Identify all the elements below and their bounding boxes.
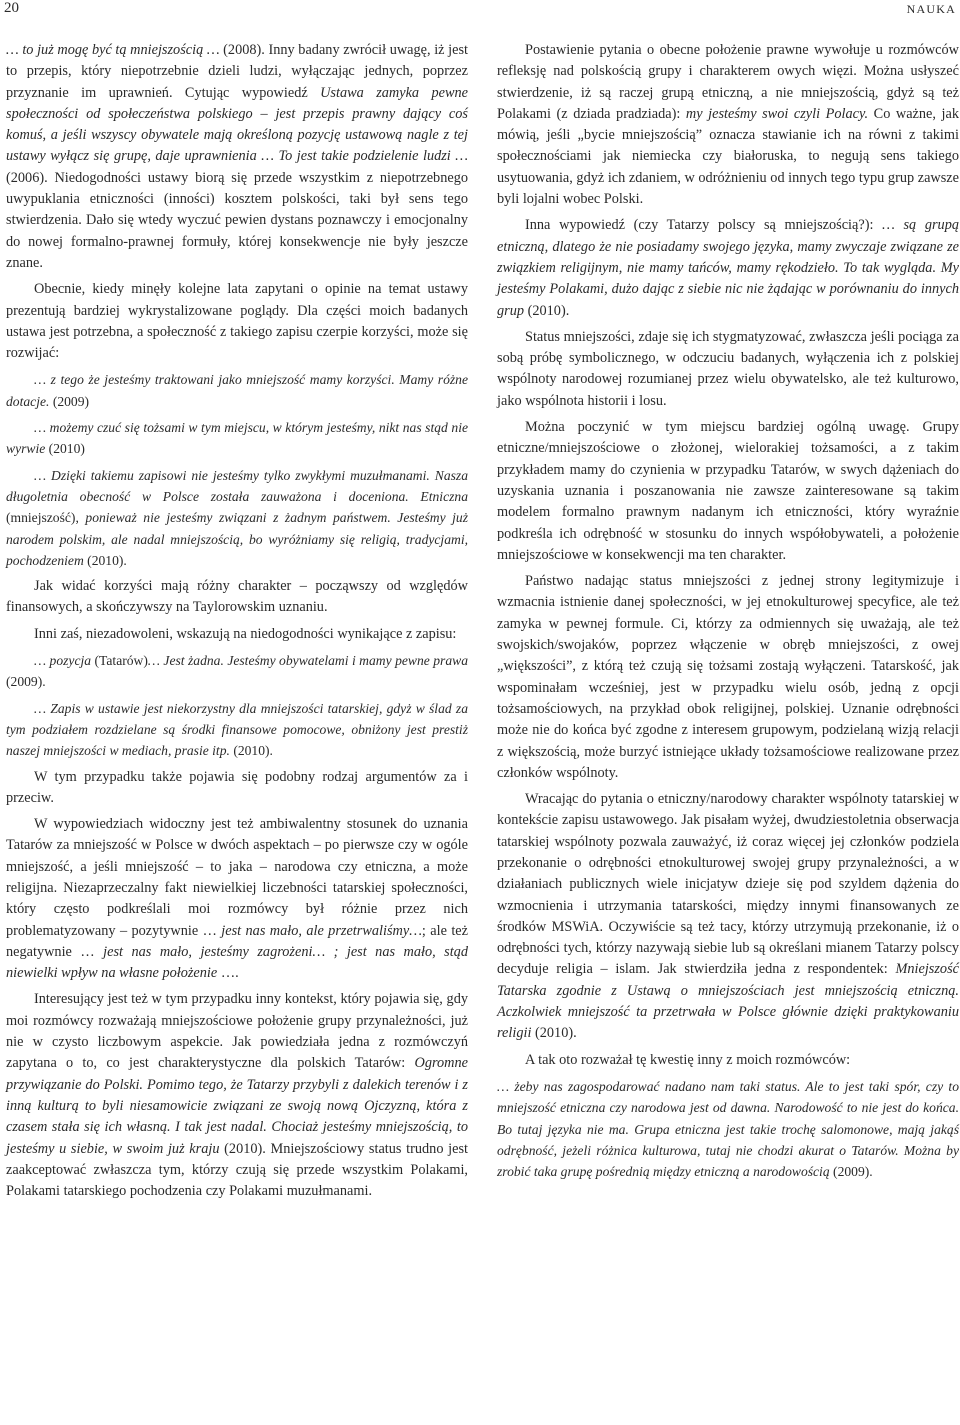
citation-year: (2010). xyxy=(233,743,273,759)
text-run: (2008). Inny badany zwrócił uwagę, iż jest to przepis, który niepotrzebnie dzieli ludzi, wyłączając jednych, poprzez przyznanie im uprawnień. Cytując wypowiedź xyxy=(6,42,468,101)
paragraph xyxy=(497,789,959,1045)
text-run: Postawienie pytania o obecne położenie prawne wywołuje u rozmówców refleksję nad polskością grupy i charakterem owych więzi. Można usłyszeć stwierdzenie, iż są raczej grupą etniczną, a nie mniejszością, gdyż są też Polakami (z dziada pradziada): xyxy=(497,42,959,122)
quote-fragment: Mniejszość Tatarska zgodnie z Ustawą o mniejszościach jest mniejszością etniczną. Aczkolwiek mniejszość ta przetrwała w Polsce głównie dzięki praktykowaniu religii xyxy=(497,961,959,1042)
paragraph xyxy=(6,814,468,984)
text-run: (mniejszość), xyxy=(6,510,86,526)
quote-fragment: jest nas mało, ale przetrwaliśmy… xyxy=(221,922,422,939)
paragraph: Można poczynić w tym miejscu bardziej ogólną uwagę. Grupy etniczne/mniejszościowe o złożonej, wielorakiej tożsamości, a z takim przykładem mamy do czynienia w przypadku Tatarów, w swych dążeniach do uzyskania uznania i poszanowania nie zawsze zainteresowane są takim modelem formalno prawnym nadanym ich etniczności, który wyraźnie podkreśla ich odrębność w stosunku do innych współobywateli, a położenie mniejszościowe w konsekwencji ma ten charakter. xyxy=(497,419,959,563)
text-run: Inna wypowiedź (czy Tatarzy polscy są mniejszością?): xyxy=(525,217,883,234)
quote xyxy=(6,650,468,693)
paragraph: Obecnie, kiedy minęły kolejne lata zapytani o opinie na temat ustawy prezentują bardziej wykrystalizowane poglądy. Dla części moich badanych ustawa jest potrzebna, a społeczność z takiego zapisu czerpie korzyści, może się rozwijać: xyxy=(6,281,468,362)
paragraph: Jak widać korzyści mają różny charakter – począwszy od względów finansowych, a skończywszy na Taylorowskim uznaniu. xyxy=(6,578,468,616)
text-run: (2010). Mniejszościowy status trudno jest zaakceptować zwłaszcza tym, którzy czują się przede wszystkim Polakami, Polakami tatarskiego pochodzenia czy Polakami muzułmanami. xyxy=(6,1140,468,1200)
quote xyxy=(6,417,468,460)
quote xyxy=(6,698,468,762)
quote-fragment: … to już mogę być tą mniejszością … xyxy=(6,42,224,58)
paragraph: Państwo nadając status mniejszości z jednej strony legitymizuje i wzmacnia istnienie danej społeczności, w jej etnokulturowej specyfice, ale też zamyka w pewnej formule. Ci, którzy za odmiennych się uważają, ale też swojskich/swojaków, poprzez włączenie w obręb mniejszości, z owej „większości”, z którą też czują się tożsami zostają wyłączeni. Tatarskość, jak wspominałam wcześniej, jest w przypadku wielu osób, jedną z opcji tożsamościowych, na przykład obok religijnej, polskiej. Uznanie odrębności może nie do końca być zgodne z interesem grupowym, podzielaną wizją relacji z większością, może burzyć istniejące układy tożsamościowe realizowane przez członków wspólnoty. xyxy=(497,573,959,781)
paragraph: Inni zaś, niezadowoleni, wskazują na niedogodności wynikające z zapisu: xyxy=(34,625,457,642)
quote-fragment: … Zapis w ustawie jest niekorzystny dla mniejszości tatarskiej, gdyż w ślad za tym podziałem rozdzielane są środki finansowe pomocowe, obniżony jest prestiż naszej mniejszości w mediach, prasie itp. xyxy=(6,700,468,759)
right-column xyxy=(497,40,959,1187)
citation-year: (2009). xyxy=(6,674,46,690)
quote-fragment: jest nas mało, jesteśmy zagrożeni… ; jest nas mało, stąd niewielki wpływ na własne położenie xyxy=(6,943,468,982)
citation-year: (2010). xyxy=(535,1025,577,1042)
text-run: Interesujący jest też w tym przypadku inny kontekst, który pojawia się, gdy moi rozmówcy rozważają mniejszościowe położenie grupy przynależności, już nie w czysto liczbowym aspekcie. Jak powiedziała jedna z rozmówczyń zapytana o to, co jest charakterystyczne dla polskich Tatarów: xyxy=(6,991,468,1072)
left-column xyxy=(6,40,468,1207)
text-run: ; ale też negatywnie … xyxy=(6,922,468,960)
quote-fragment: Ogromne przywiązanie do Polski. Pomimo tego, że Tatarzy przybyli z dalekich terenów i z inną kulturą to byli niesamowicie związani ze swoją nową Ojczyzną, która z czasem stała się ich własną. I tak jest nadal. Chociaż jesteśmy mniejszością, to jesteśmy u siebie, w swoim już kraju xyxy=(6,1055,468,1157)
quote-fragment: … są grupą etniczną, dlatego że nie posiadamy swojego języka, mamy zwyczaje związane ze związkiem religijnym, nie mamy tańców, mamy rękodzieło. To tak wygląda. My jesteśmy Polakami, dużo dając z siebie nic nie żądając w porównaniu do innych grup xyxy=(497,217,959,319)
quote xyxy=(497,1076,959,1182)
quote-fragment: … z tego że jesteśmy traktowani jako mniejszość mamy korzyści. Mamy różne dotacje. xyxy=(6,372,468,409)
quote-fragment: … pozycja xyxy=(34,653,95,669)
quote-fragment: … żeby nas zagospodarować nadano nam taki status. Ale to jest taki spór, czy to mniejszość etniczna czy narodowa jest od dawna. Narodowość to nie jest do końca. Bo tutaj języka nie ma. Grupa etniczna jest takie trochę salomonowe, mają jakąś odrębność, jeżeli różnica kulturowa, tutaj nie chodzi akurat o Tatarów. Można by zrobić taka grupę pośrednią między etniczną a narodowością xyxy=(497,1078,959,1180)
paragraph: A tak oto rozważał tę kwestię inny z moich rozmówców: xyxy=(525,1051,851,1068)
text-run: (Tatarów) xyxy=(94,653,148,669)
quote xyxy=(6,369,468,412)
paragraph: W tym przypadku także pojawia się podobny rodzaj argumentów za i przeciw. xyxy=(6,768,468,806)
text-run: (2006). Niedogodności ustawy biorą się przede wszystkim z niepotrzebnego uwypuklania etniczności (inności) kosztem polskości, taki był sens tego stwierdzenia. Dało się wtedy wyczuć pewien dystans poznawczy i emocjonalny do nowej formalno-prawnej formuły, której konsekwencje nie były jeszcze znane. xyxy=(6,169,468,271)
text-run: Wracając do pytania o etniczny/narodowy charakter wspólnoty tatarskiej w kontekście zapisu ustawowego. Jak pisałam wyżej, dwudziestoletnia obserwacja tatarskiej wspólnoty pozwala zauważyć, iż coraz więcej jej członków podziela przekonanie o odrębności etnokulturowej swojej grupy przynależności, a w działaniach publicznych wiele inicjatyw dzieje się pod szyldem dążenia do wzmocnienia i utrzymania tatarskości, między innymi finansowanych ze środków MSWiA. Oczywiście są też tacy, którzy utrzymują przekonanie, iż o odrębności tych, którzy nazywają siebie lub są określani mianem Tatarzy polscy decyduje religia – islam. Jak stwierdziła jedna z respondentek: xyxy=(497,791,959,978)
citation-year: (2010) xyxy=(48,441,85,457)
paragraph xyxy=(497,40,959,210)
paragraph: Status mniejszości, zdaje się ich stygmatyzować, zwłaszcza jeśli pociąga za sobą próbę symbolicznego, w odczuciu badanych, wyłączenia ich z polskiej wspólnoty narodowej rozumianej przez wielu obywatelsko, ale też kulturowo, jako wspólnota historii i losu. xyxy=(497,328,959,409)
quote-fragment: … Jest żadna. Jesteśmy obywatelami i mamy pewne prawa xyxy=(147,653,468,669)
quote xyxy=(6,465,468,571)
quote-fragment: Ustawa zamyka pewne społeczności od społeczeństwa polskiego – jest przepis prawny dający coś komuś, a jeśli wszyscy obywatele mają określoną pozycję ustawową nagle z tej ustawy wyłącz się grupę, daje uprawnienia … To jest takie podzielenie ludzi … xyxy=(6,84,469,165)
text-run: W wypowiedziach widoczny jest też ambiwalentny stosunek do uznania Tatarów za mniejszość w Polsce w dwóch aspektach – po pierwsze czy w ogóle mniejszość, a jeśli mniejszość – to jaka – narodowa czy etniczna, a może religijna. Niezaprzeczalny fakt niewielkiej liczebności tatarskiej społeczności, który często podkreślali moi rozmówcy był różnie przez nich problematyzowany – pozytywnie … xyxy=(6,816,468,939)
paragraph xyxy=(497,215,959,321)
quote-fragment: ponieważ nie jesteśmy związani z żadnym państwem. Jesteśmy już narodem polskim, ale nadal mniejszością, bo wyróżniamy się religią, tradycjami, pochodzeniem xyxy=(6,510,468,568)
text-run: Co ważne, jak mówią, jeśli „bycie mniejszością” oznacza stawianie ich na równi z takimi społecznościami jak niemiecka czy białoruska, to negują sens takiego usytuowania, gdyż ich zdaniem, w odróżnieniu od innych tego typu grup zawsze byli lojalni wobec Polski. xyxy=(497,105,959,208)
running-head: NAUKA xyxy=(906,2,956,16)
paragraph xyxy=(6,989,468,1202)
citation-year: (2009). xyxy=(833,1164,873,1180)
quote-fragment: … Dzięki takiemu zapisowi nie jesteśmy tylko zwykłymi muzułmanami. Nasza długoletnia obecność w Polsce została zauważona i doceniona. Etniczna xyxy=(6,467,468,504)
citation-year: (2010). xyxy=(527,302,570,319)
citation-year: (2010). xyxy=(87,552,127,568)
quote-fragment: my jesteśmy swoi czyli Polacy. xyxy=(685,105,869,122)
quote-fragment: … możemy czuć się tożsami w tym miejscu, w którym jesteśmy, nikt nas stąd nie wyrwie xyxy=(6,420,468,457)
page-number: 20 xyxy=(4,0,19,16)
text-run: …. xyxy=(217,965,239,982)
paragraph xyxy=(6,40,468,274)
citation-year: (2009) xyxy=(52,393,90,409)
